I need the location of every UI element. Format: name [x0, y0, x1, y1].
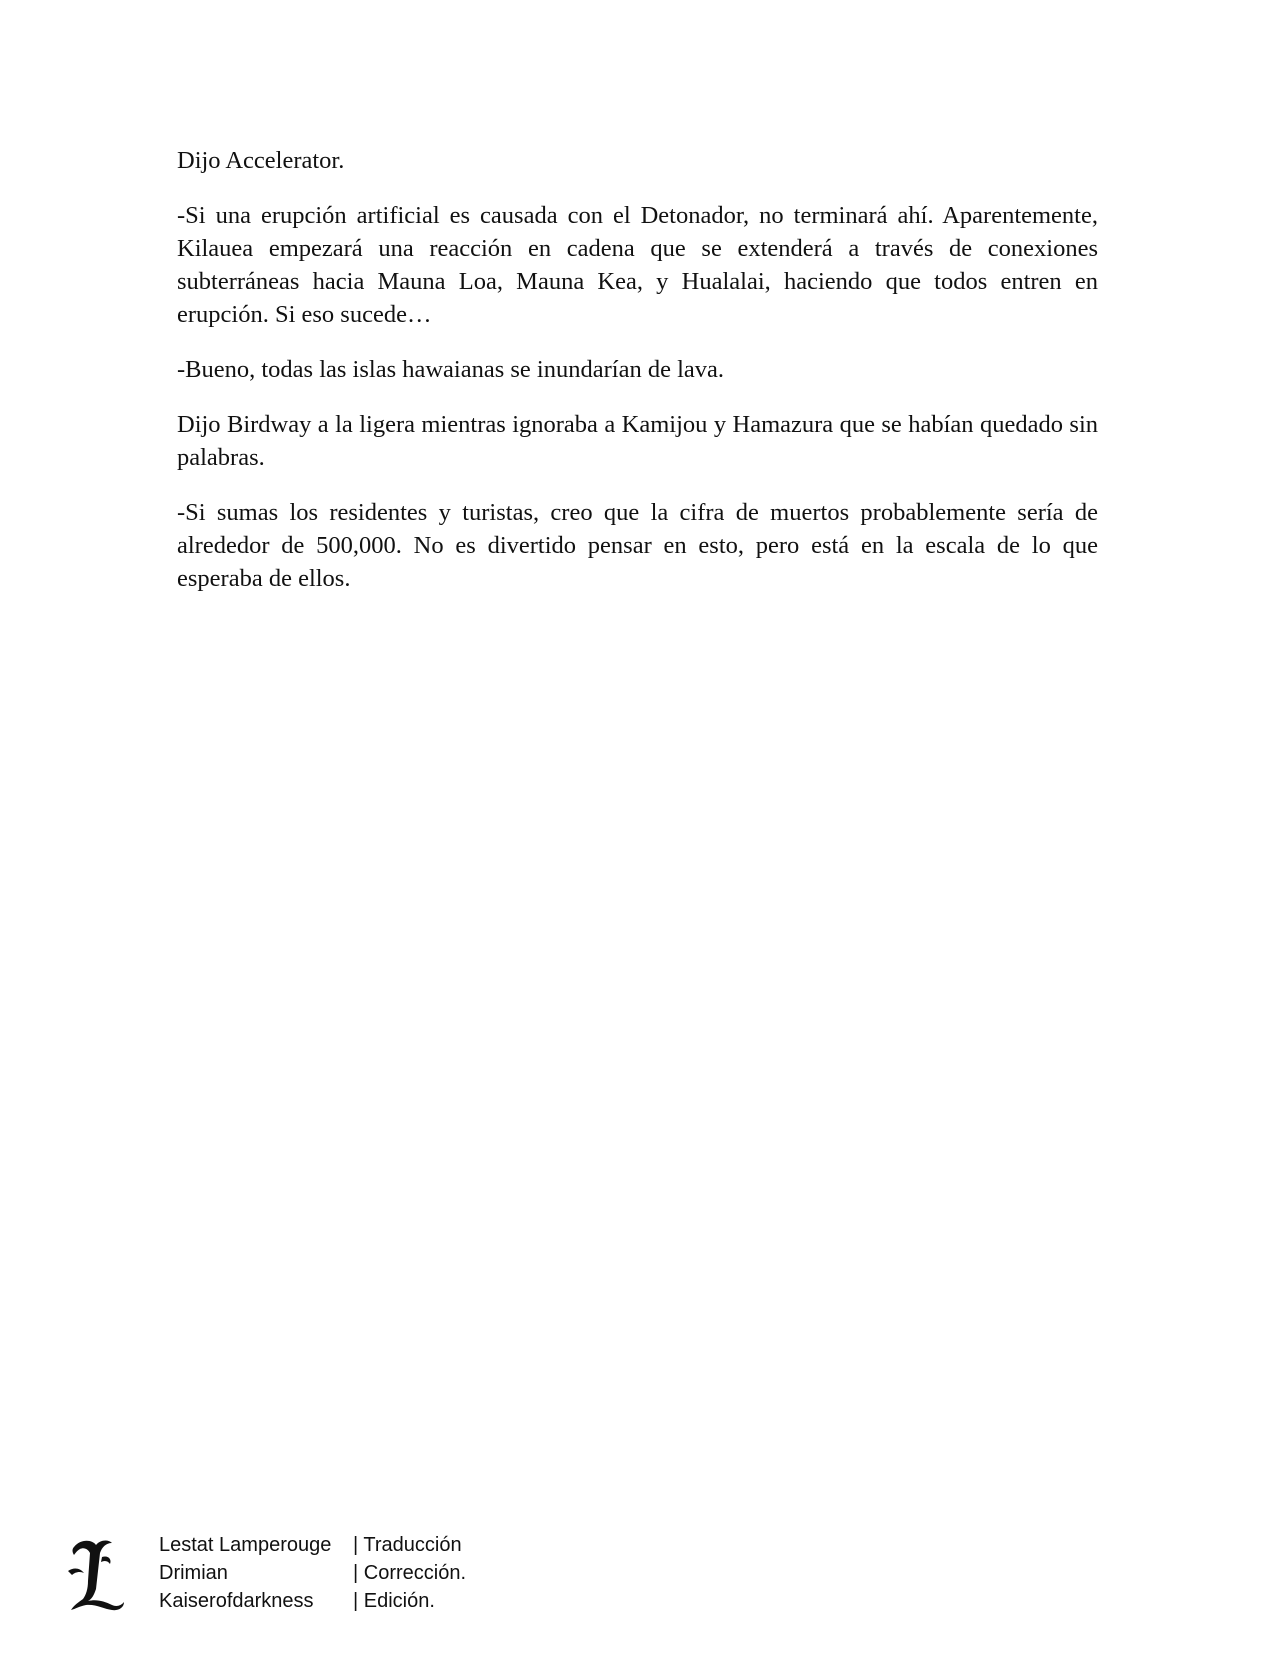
- paragraph: Dijo Accelerator.: [177, 147, 345, 174]
- page-body: [177, 144, 1098, 617]
- credit-row: [159, 1587, 466, 1615]
- credit-role: | Corrección.: [353, 1562, 467, 1584]
- paragraph: -Bueno, todas las islas hawaianas se inundarían de lava.: [177, 356, 725, 383]
- credit-row: [159, 1531, 466, 1559]
- credit-role: | Traducción: [353, 1534, 462, 1556]
- credit-name: Kaiserofdarkness: [159, 1590, 314, 1612]
- credit-role: | Edición.: [353, 1590, 435, 1612]
- credit-name: Drimian: [159, 1562, 228, 1584]
- paragraph: -Si sumas los residentes y turistas, creo que la cifra de muertos probablemente sería de alrededor de 500,000. No es divertido pensar en esto, pero está en la escala de lo que esperaba de ellos.: [177, 499, 1098, 592]
- credit-name: Lestat Lamperouge: [159, 1534, 332, 1556]
- credits-list: [159, 1531, 466, 1615]
- credit-row: [159, 1559, 466, 1587]
- gothic-letter-l-icon: [66, 1537, 128, 1611]
- credits-footer: [66, 1531, 586, 1621]
- paragraph: -Si una erupción artificial es causada con el Detonador, no terminará ahí. Aparentemente, Kilauea empezará una reacción en cadena que se extenderá a través de conexiones subterráneas hacia Mauna Loa, Mauna Kea, y Hualalai, haciendo que todos entren en erupción. Si eso sucede…: [177, 202, 1098, 328]
- paragraph: Dijo Birdway a la ligera mientras ignoraba a Kamijou y Hamazura que se habían quedado sin palabras.: [177, 411, 1098, 471]
